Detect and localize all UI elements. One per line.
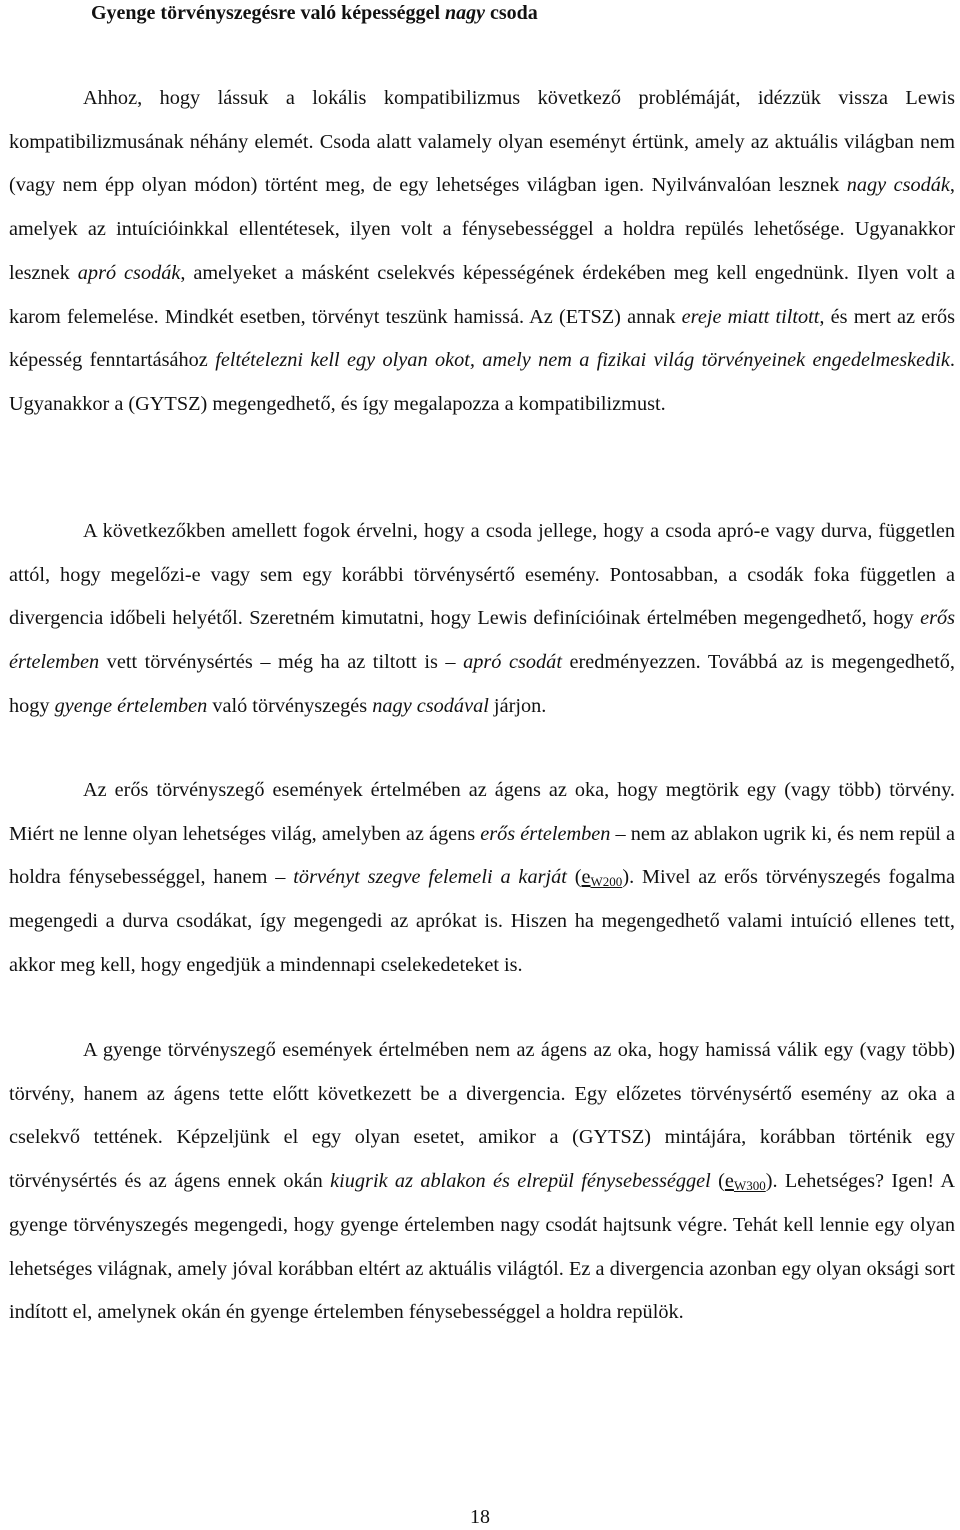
emphasis-text: nagy csodával xyxy=(372,694,489,717)
paragraph-3 xyxy=(9,769,955,988)
body-text: , amelyeket a másként cselekvés képességének érdekében meg kell engednünk. Ilyen volt a karom felemelése. Mindkét esetben, törvényt teszünk hamissá. Az (ETSZ) annak xyxy=(9,261,956,328)
page-number: 18 xyxy=(470,1506,490,1528)
body-text: . Ugyanakkor a (GYTSZ) megengedhető, és így megalapozza a kompatibilizmust. xyxy=(9,349,955,415)
emphasis-text: ereje miatt tiltott xyxy=(681,305,820,328)
heading-emphasis: nagy xyxy=(445,2,485,24)
body-text: Az erős törvényszegő események értelmében az ágens az oka, hogy megtörik egy (vagy több) törvény. Miért ne lenne olyan lehetséges világ, amelyben az ágens xyxy=(9,779,955,845)
body-text: való törvényszegés xyxy=(207,694,373,717)
emphasis-text: gyenge értelemben xyxy=(54,694,208,717)
body-text: A gyenge törvényszegő események értelmében nem az ágens az oka, hogy hamissá válik egy (vagy több) törvény, hanem az ágens tette előtt következett be a divergencia. Egy előzetes törvénysértő esemény az oka a cselekvő tettének. Képzeljünk el egy olyan esetet, amikor a (GYTSZ) mintájára, korábban történik egy törvénysértés és az ágens ennek okán xyxy=(9,1039,955,1193)
body-text: eredményezzen. Továbbá az is megengedhető, hogy xyxy=(9,651,955,717)
body-text: – nem az ablakon ugrik ki, és nem repül a holdra fénysebességgel, hanem – xyxy=(9,822,956,889)
emphasis-text: feltételezni kell egy olyan okot, amely nem a fizikai világ törvényeinek engedelmeskedik xyxy=(215,349,950,372)
body-text: , amelyek az intuícióinkkal ellentétesek, ilyen volt a fénysebességgel a holdra repülés lehetősége. Ugyanakkor lesznek xyxy=(9,174,955,284)
emphasis-text: apró csodák xyxy=(77,261,181,284)
heading-suffix: csoda xyxy=(485,2,538,24)
section-heading xyxy=(91,0,538,26)
body-text: ). Lehetséges? Igen! A gyenge törvényszegés megengedi, hogy gyenge értelemben nagy csodát hajtsunk végre. Tehát kell lennie egy olyan lehetséges világnak, amely jóval korábban eltért az aktuális világtól. Ez a divergencia azonban egy olyan oksági sort indított el, amelynek okán én gyenge értelemben fénysebességgel a holdra repülök. xyxy=(9,1170,956,1324)
paragraph-1 xyxy=(9,77,955,427)
footnote-ref-subscript: W300 xyxy=(733,1178,766,1194)
body-text: ( xyxy=(710,1170,725,1193)
body-text: járjon. xyxy=(488,694,547,717)
emphasis-text: apró csodát xyxy=(463,651,562,674)
emphasis-text: erős értelemben xyxy=(480,822,611,845)
body-text: ( xyxy=(566,866,582,889)
body-text: vett törvénysértés – még ha az tiltott is – xyxy=(99,651,464,674)
body-text: A következőkben amellett fogok érvelni, hogy a csoda jellege, hogy a csoda apró-e vagy durva, független attól, hogy megelőzi-e vagy sem egy korábbi törvénysértő esemény. Pontosabban, a csodák foka független a divergencia időbeli helyétől. Szeretném kimutatni, hogy Lewis definícióinak értelmében megengedhető, hogy xyxy=(9,520,955,630)
emphasis-text: törvényt szegve felemeli a karját xyxy=(293,866,567,889)
paragraph-4 xyxy=(9,1029,955,1335)
emphasis-text: nagy csodák xyxy=(846,174,950,197)
footnote-ref-subscript: W200 xyxy=(590,874,623,890)
heading-prefix: Gyenge törvényszegésre való képességgel xyxy=(91,2,445,24)
footnote-ref: e xyxy=(724,1170,734,1193)
emphasis-text: kiugrik az ablakon és elrepül fénysebességgel xyxy=(330,1170,711,1193)
footnote-ref: e xyxy=(581,866,591,889)
body-text: Ahhoz, hogy lássuk a lokális kompatibilizmus következő problémáját, idézzük vissza Lewis kompatibilizmusának néhány elemét. Csoda alatt valamely olyan eseményt értünk, amely az aktuális világban nem (vagy nem épp olyan módon) történt meg, de egy lehetséges világban igen. Nyilvánvalóan lesznek xyxy=(9,87,955,197)
emphasis-text: erős értelemben xyxy=(9,607,955,674)
body-text: , és mert az erős képesség fenntartásához xyxy=(9,305,955,372)
paragraph-2 xyxy=(9,510,955,729)
body-text: ). Mivel az erős törvényszegés fogalma megengedi a durva csodákat, így megengedi az aprókat is. Hiszen ha megengedhető valami intuíció ellenes tett, akkor meg kell, hogy engedjük a mindennapi cselekedeteket is. xyxy=(9,866,955,976)
